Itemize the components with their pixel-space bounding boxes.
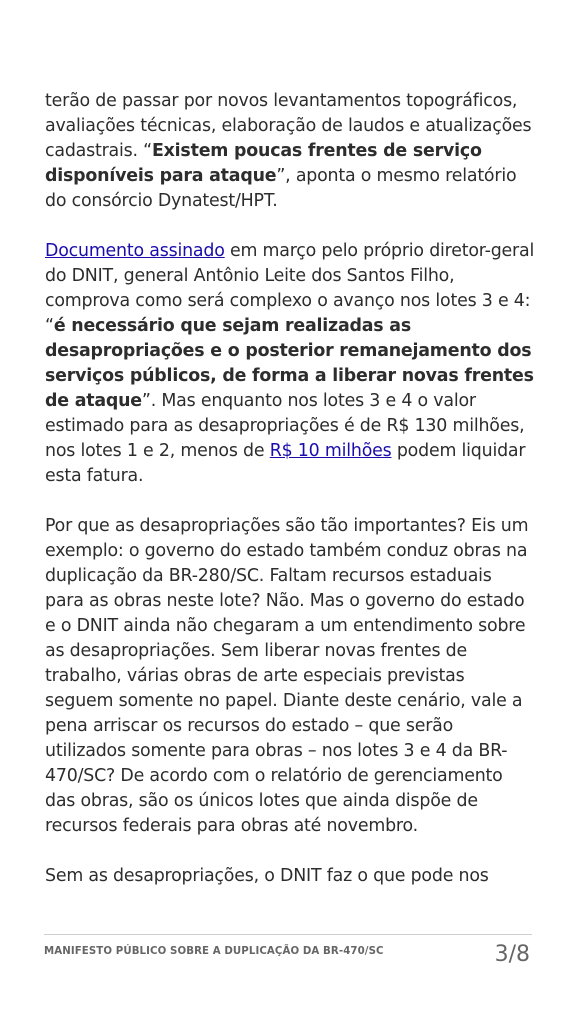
- paragraph-2-text-b: ”. Mas enquanto nos lotes 3 e 4 o valor estimado para as desapropriações é de R$ 130 milhões, nos lotes 1 e 2, menos de: [45, 391, 525, 461]
- article-body: [45, 89, 535, 889]
- paragraph-3: Por que as desapropriações são tão importantes? Eis um exemplo: o governo do estado também conduz obras na duplicação da BR-280/SC. Faltam recursos estaduais para as obras neste lote? Não. Mas o governo do estado e o DNIT ainda não chegaram a um entendimento sobre as desapropriações. Sem liberar novas frentes de trabalho, várias obras de arte especiais previstas seguem somente no papel. Diante deste cenário, vale a pena arriscar os recursos do estado – que serão utilizados somente para obras – nos lotes 3 e 4 da BR-470/SC? De acordo com o relatório de gerenciamento das obras, são os únicos lotes que ainda dispõe de recursos federais para obras até novembro.: [45, 516, 529, 836]
- paragraph-1-text-b: ”, aponta o mesmo relatório do consórcio Dynatest/HPT.: [45, 166, 517, 211]
- ten-million-link[interactable]: R$ 10 milhões: [269, 441, 392, 461]
- footer-title: MANIFESTO PÚBLICO SOBRE A DUPLICAÇÃO DA BR-470/SC: [44, 946, 384, 957]
- paragraph-4: Sem as desapropriações, o DNIT faz o que pode nos: [45, 866, 489, 886]
- paragraph-2-text-c: podem liquidar esta fatura.: [45, 441, 526, 486]
- page-number: 3/8: [494, 942, 530, 967]
- document-signed-link[interactable]: Documento assinado: [45, 241, 225, 261]
- paragraph-2-text-a: em março pelo próprio diretor-geral do DNIT, general Antônio Leite dos Santos Filho, comprova como será complexo o avanço nos lotes 3 e 4: “: [45, 241, 535, 336]
- paragraph-1-text-a: terão de passar por novos levantamentos topográficos, avaliações técnicas, elaboração de laudos e atualizações cadastrais. “: [45, 91, 532, 161]
- paragraph-1-quote: Existem poucas frentes de serviço disponíveis para ataque: [45, 141, 482, 186]
- paragraph-2-quote: é necessário que sejam realizadas as desapropriações e o posterior remanejamento dos serviços públicos, de forma a liberar novas frentes de ataque: [45, 316, 534, 411]
- paragraph-1: [45, 89, 535, 214]
- paragraph-2: [45, 239, 535, 489]
- footer-divider: [44, 934, 532, 935]
